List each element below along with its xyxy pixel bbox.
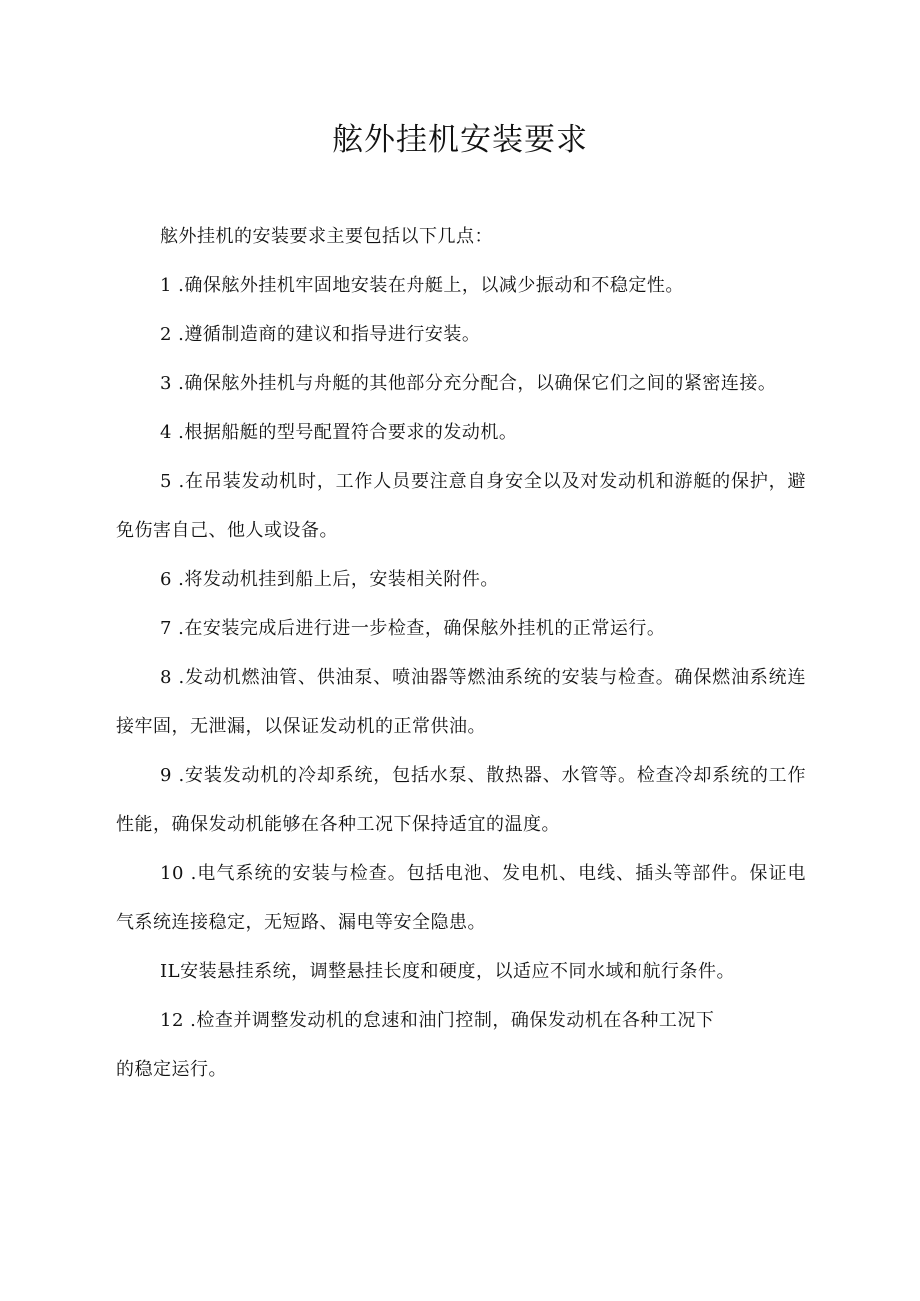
intro-paragraph: 舷外挂机的安装要求主要包括以下几点：	[160, 226, 493, 247]
item-7: 7 .在安装完成后进行进一步检查，确保舷外挂机的正常运行。	[160, 618, 666, 639]
item-11: IL安装悬挂系统，调整悬挂长度和硬度，以适应不同水域和航行条件。	[160, 961, 736, 982]
item-6: 6 .将发动机挂到船上后，安装相关附件。	[160, 569, 499, 590]
document-body	[116, 212, 806, 1094]
item-12-continuation: 的稳定运行。	[116, 1059, 227, 1080]
document-title: 舷外挂机安装要求	[332, 122, 588, 158]
item-4: 4 .根据船艇的型号配置符合要求的发动机。	[160, 422, 518, 443]
item-8: 8 .发动机燃油管、供油泵、喷油器等燃油系统的安装与检查。确保燃油系统连接牢固，无泄漏，以保证发动机的正常供油。	[116, 667, 806, 737]
item-1: 1 .确保舷外挂机牢固地安装在舟艇上，以减少振动和不稳定性。	[160, 275, 684, 296]
item-3: 3 .确保舷外挂机与舟艇的其他部分充分配合，以确保它们之间的紧密连接。	[160, 373, 777, 394]
item-9: 9 .安装发动机的冷却系统，包括水泵、散热器、水管等。检查冷却系统的工作性能，确保发动机能够在各种工况下保持适宜的温度。	[116, 765, 806, 835]
item-2: 2 .遵循制造商的建议和指导进行安装。	[160, 324, 481, 345]
item-5: 5 .在吊装发动机时，工作人员要注意自身安全以及对发动机和游艇的保护，避免伤害自己、他人或设备。	[116, 471, 806, 541]
item-10: 10 .电气系统的安装与检查。包括电池、发电机、电线、插头等部件。保证电气系统连接稳定，无短路、漏电等安全隐患。	[116, 863, 806, 933]
item-12: 12 .检查并调整发动机的怠速和油门控制，确保发动机在各种工况下	[160, 1010, 715, 1031]
